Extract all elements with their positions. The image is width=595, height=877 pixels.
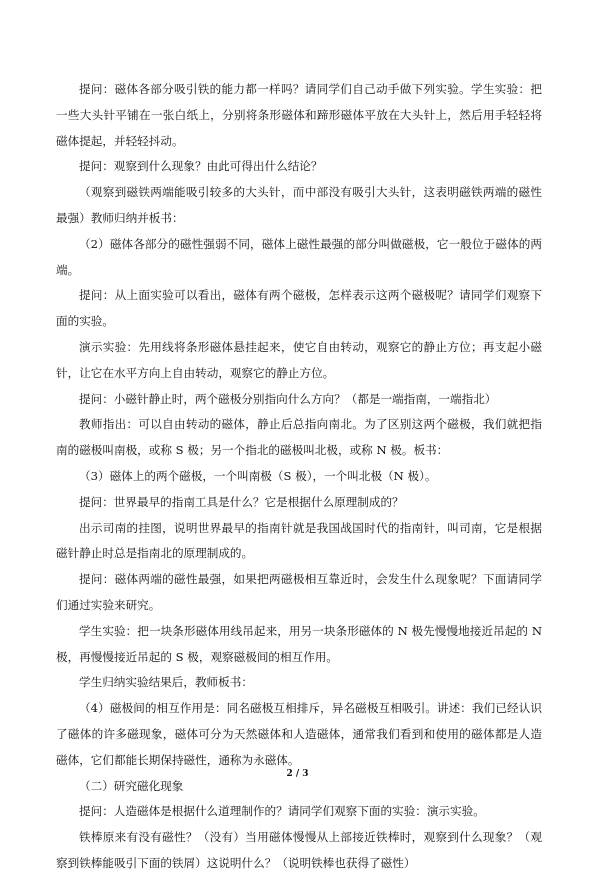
paragraph: 提问：人造磁体是根据什么道理制作的？请同学们观察下面的实验：演示实验。	[79, 804, 485, 819]
page-number: 2 / 3	[286, 769, 309, 779]
paragraph: 提问：观察到什么现象？由此可得出什么结论？	[79, 159, 323, 174]
paragraph: 提问：从上面实验可以看出，磁体有两个磁极，怎样表示这两个磁极呢？请同学们观察下面的实验。	[56, 288, 542, 329]
paragraph: 学生归纳实验结果后，教师板书：	[79, 675, 253, 690]
paragraph: 提问：小磁针静止时，两个磁极分别指向什么方向？（都是一端指南，一端指北）	[79, 391, 497, 406]
paragraph: 教师指出：可以自由转动的磁体，静止后总指向南北。为了区别这两个磁极，我们就把指南的磁极叫南极，或称 S 极；另一个指北的磁极叫北极，或称 N 极。板书：	[56, 417, 542, 458]
paragraph: （2）磁体各部分的磁性强弱不同，磁体上磁性最强的部分叫做磁极，它一般位于磁体的两端。	[56, 236, 542, 277]
paragraph: 出示司南的挂图，说明世界最早的指南针就是我国战国时代的指南针，叫司南，它是根据磁针静止时总是指南北的原理制成的。	[56, 520, 542, 561]
paragraph: 演示实验：先用线将条形磁体悬挂起来，使它自由转动，观察它的静止方位；再支起小磁针，让它在水平方向上自由转动，观察它的静止方位。	[56, 339, 542, 380]
document-body	[56, 77, 542, 877]
paragraph: 提问：磁体各部分吸引铁的能力都一样吗？请同学们自己动手做下列实验。学生实验：把一些大头针平铺在一张白纸上，分别将条形磁体和蹄形磁体平放在大头针上，然后用手轻轻将磁体提起，并轻轻抖动。	[56, 82, 542, 148]
paragraph: 学生实验：把一块条形磁体用线吊起来，用另一块条形磁体的 N 极先慢慢地接近吊起的 N 极，再慢慢接近吊起的 S 极，观察磁极间的相互作用。	[56, 623, 542, 664]
paragraph: （4）磁极间的相互作用是：同名磁极互相排斥，异名磁极互相吸引。讲述：我们已经认识了磁体的许多磁现象，磁体可分为天然磁体和人造磁体，通常我们看到和使用的磁体都是人造磁体，它们都能长期保持磁性，通称为永磁体。	[56, 701, 542, 767]
paragraph: （观察到磁铁两端能吸引较多的大头针，而中部没有吸引大头针，这表明磁铁两端的磁性最强）教师归纳并板书：	[56, 185, 542, 225]
paragraph: 提问：磁体两端的磁性最强，如果把两磁极相互靠近时，会发生什么现象呢？下面请同学们通过实验来研究。	[56, 572, 542, 612]
paragraph: 铁棒原来有没有磁性？（没有）当用磁体慢慢从上部接近铁棒时，观察到什么现象？（观察到铁棒能吸引下面的铁屑）这说明什么？（说明铁棒也获得了磁性）	[56, 830, 542, 870]
paragraph: （3）磁体上的两个磁极，一个叫南极（S 极），一个叫北极（N 极）。	[79, 468, 437, 483]
paragraph: 提问：世界最早的指南工具是什么？它是根据什么原理制成的？	[79, 494, 404, 509]
section-heading: （二）研究磁化现象	[79, 778, 184, 793]
